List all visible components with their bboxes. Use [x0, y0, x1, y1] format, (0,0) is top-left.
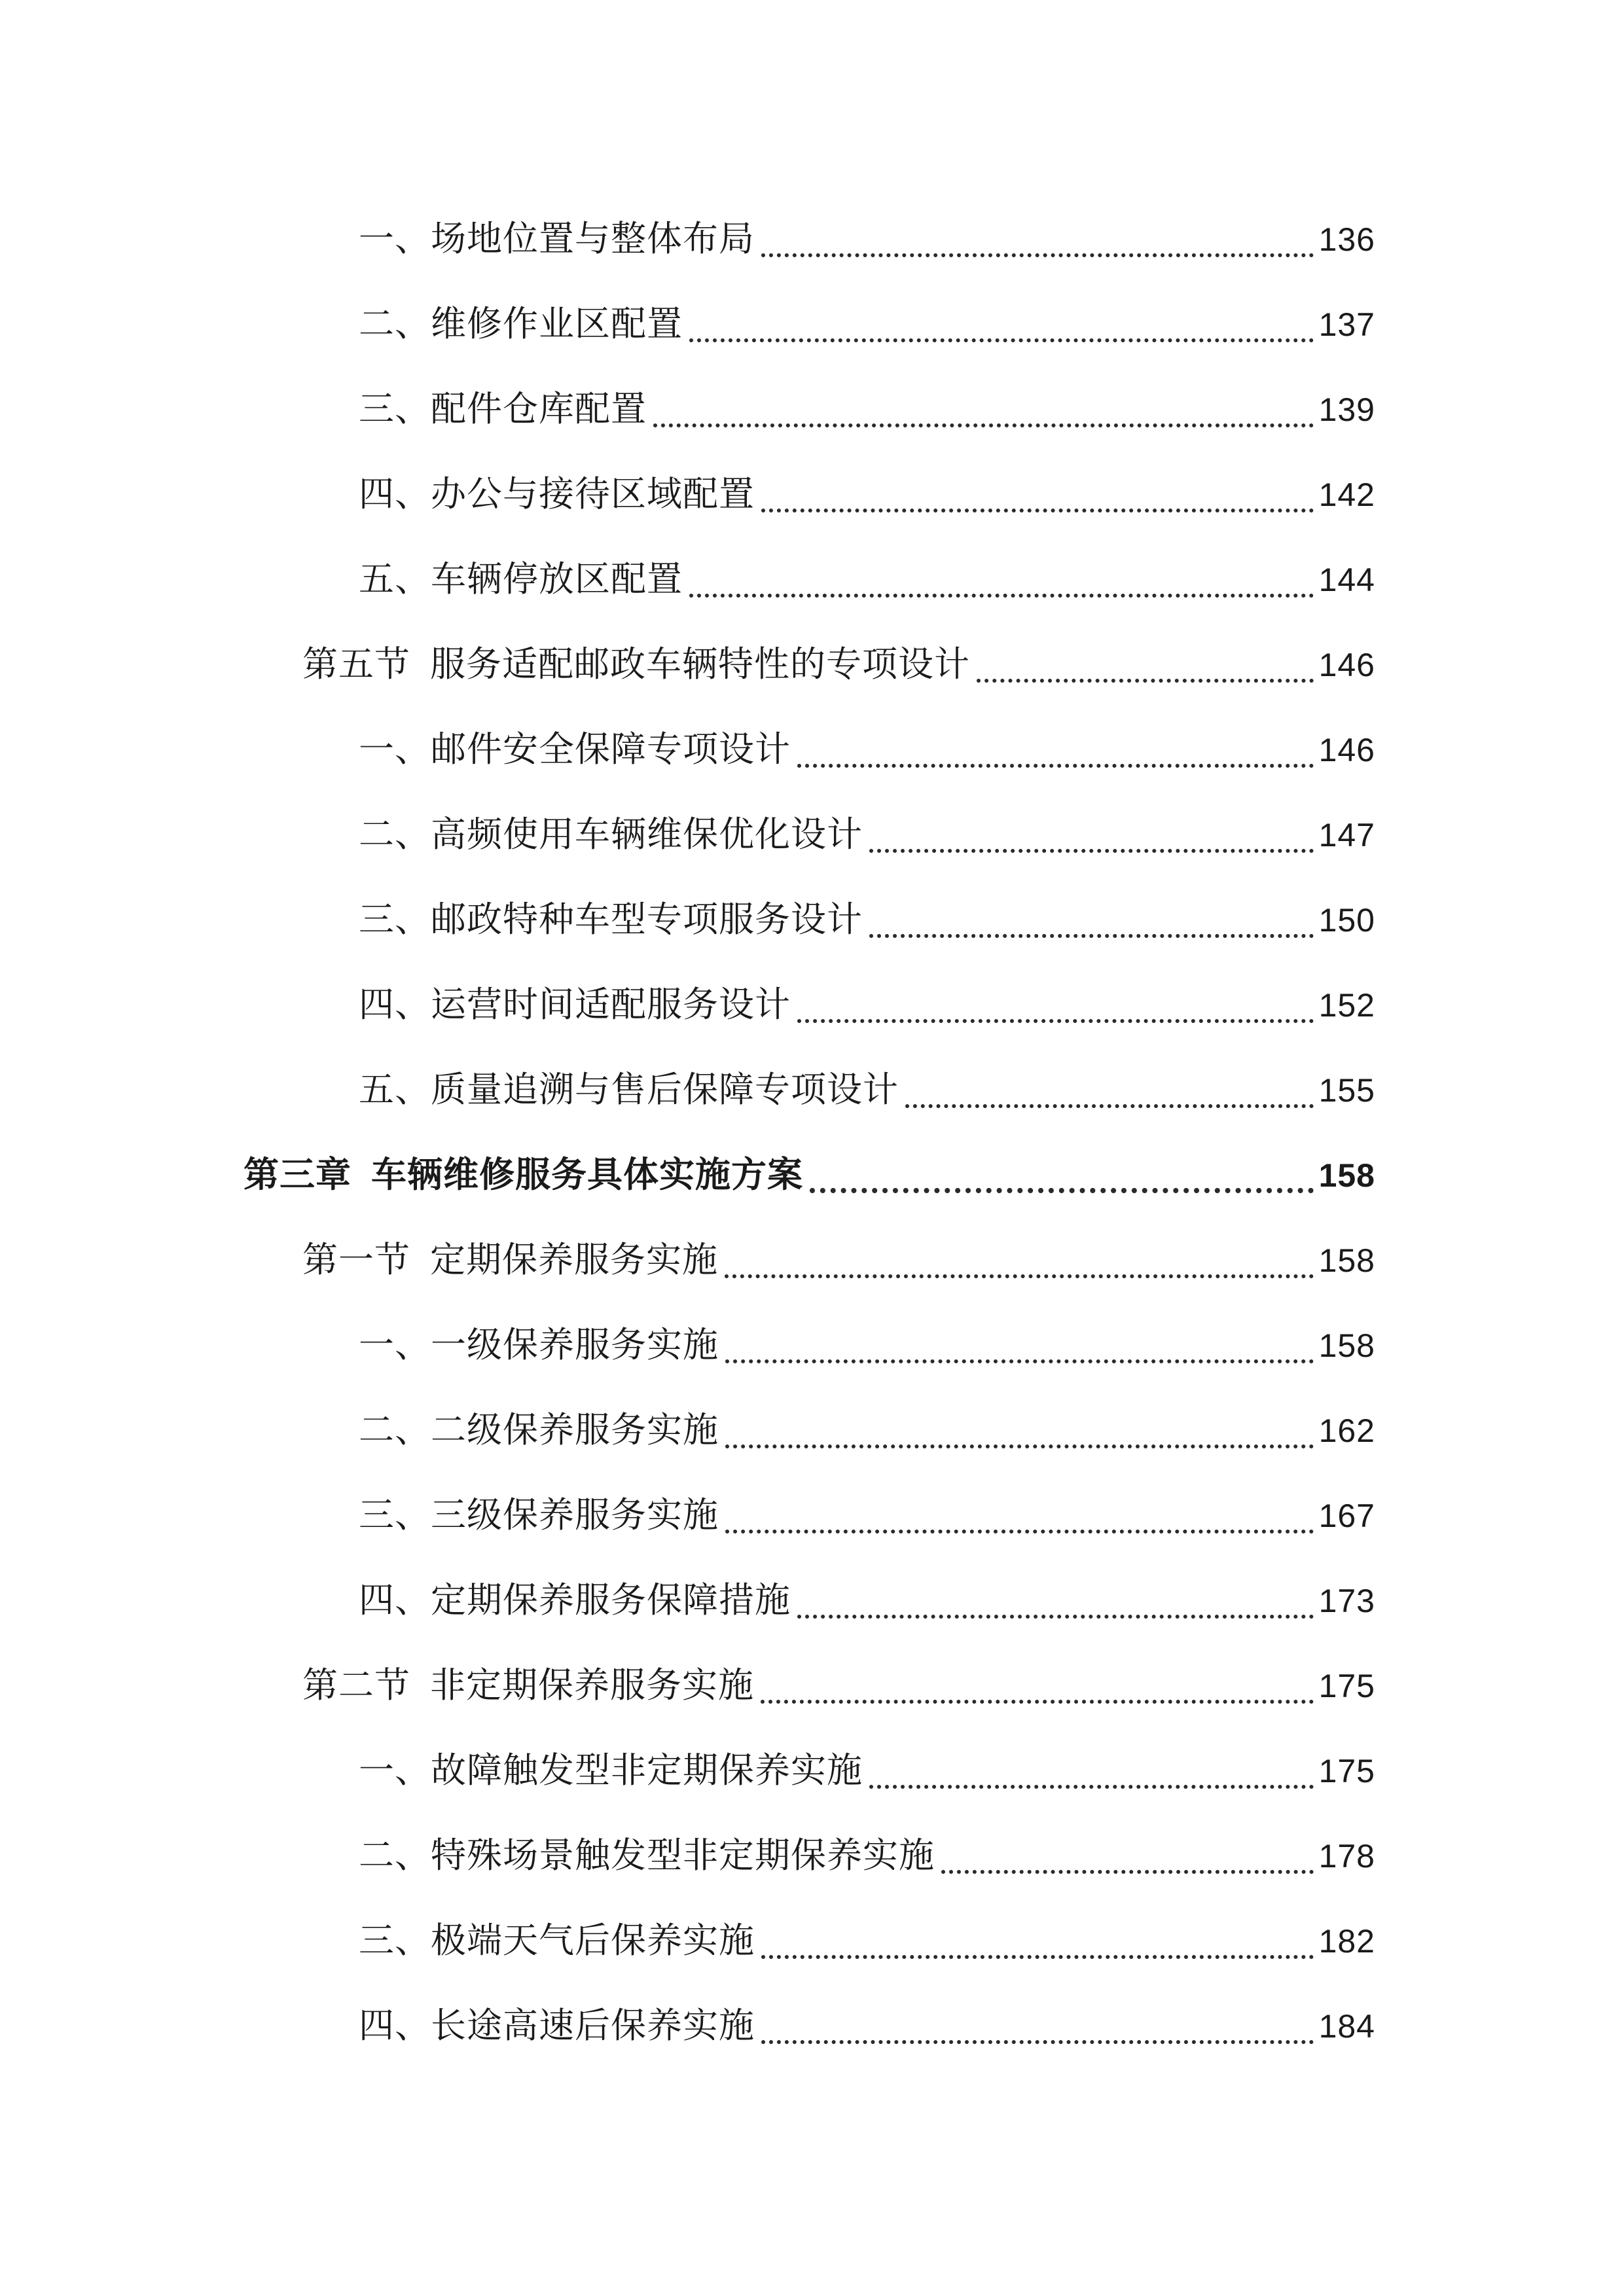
toc-section-entry[interactable] — [302, 1234, 1375, 1286]
toc-entry-title: 一、场地位置与整体布局 — [359, 218, 755, 259]
toc-entry-title: 三、邮政特种车型专项服务设计 — [359, 899, 863, 940]
dot-leader — [725, 1530, 1314, 1534]
toc-entry[interactable] — [359, 213, 1375, 265]
toc-chapter-label: 第三章 — [244, 1154, 352, 1195]
toc-entry[interactable] — [359, 978, 1375, 1031]
toc-entry-title — [302, 1659, 754, 1712]
toc-page-number: 158 — [1318, 1157, 1375, 1194]
toc-entry[interactable] — [359, 468, 1375, 520]
toc-entry-title: 二、维修作业区配置 — [359, 303, 683, 344]
dot-leader — [761, 2040, 1314, 2044]
toc-section-label: 第一节 — [302, 1239, 410, 1280]
dot-leader — [977, 679, 1314, 683]
toc-entry[interactable] — [359, 2000, 1375, 2052]
dot-leader — [797, 764, 1314, 768]
dot-leader — [797, 1615, 1314, 1619]
toc-entry-title: 三、配件仓库配置 — [359, 388, 647, 429]
dot-leader — [725, 1444, 1314, 1448]
toc-page-number: 137 — [1318, 306, 1375, 343]
toc-entry-title: 二、二级保养服务实施 — [359, 1409, 719, 1450]
toc-page-number: 158 — [1318, 1242, 1375, 1279]
toc-section-title: 定期保养服务实施 — [430, 1239, 718, 1280]
toc-section-entry[interactable] — [302, 1659, 1375, 1712]
toc-entry[interactable] — [359, 1404, 1375, 1456]
toc-entry-title: 三、极端天气后保养实施 — [359, 1920, 755, 1961]
toc-entry[interactable] — [359, 1489, 1375, 1541]
toc-page-number: 158 — [1318, 1327, 1375, 1364]
toc-entry-title: 二、特殊场景触发型非定期保养实施 — [359, 1835, 935, 1876]
toc-entry[interactable] — [359, 553, 1375, 605]
toc-page-number: 167 — [1318, 1498, 1375, 1534]
toc-entry-title — [244, 1149, 803, 1201]
toc-section-label: 第五节 — [302, 643, 410, 685]
toc-entry[interactable] — [359, 808, 1375, 861]
dot-leader — [689, 594, 1314, 598]
toc-entry-title: 四、办公与接待区域配置 — [359, 473, 755, 514]
toc-entry[interactable] — [359, 298, 1375, 350]
toc-section-title: 非定期保养服务实施 — [430, 1664, 754, 1706]
dot-leader — [905, 1104, 1314, 1108]
toc-page-number: 139 — [1318, 391, 1375, 428]
toc-page-number: 136 — [1318, 221, 1375, 258]
toc-entry-title: 五、质量追溯与售后保障专项设计 — [359, 1069, 899, 1110]
toc-entry-title: 一、故障触发型非定期保养实施 — [359, 1749, 863, 1791]
toc-page-number: 184 — [1318, 2008, 1375, 2045]
toc-entry[interactable] — [359, 893, 1375, 946]
toc-page-number: 175 — [1318, 1668, 1375, 1704]
toc-page-number: 150 — [1318, 902, 1375, 939]
toc-entry-title: 三、三级保养服务实施 — [359, 1494, 719, 1535]
toc-page-number: 155 — [1318, 1072, 1375, 1109]
toc-chapter-entry[interactable] — [244, 1149, 1375, 1201]
dot-leader — [761, 1955, 1314, 1959]
dot-leader — [761, 509, 1314, 512]
dot-leader — [761, 1700, 1314, 1704]
toc-section-entry[interactable] — [302, 638, 1375, 691]
toc-entry-title: 一、邮件安全保障专项设计 — [359, 728, 791, 770]
toc-entry-title: 二、高频使用车辆维保优化设计 — [359, 814, 863, 855]
toc-page-number: 173 — [1318, 1583, 1375, 1619]
dot-leader — [689, 338, 1314, 342]
toc-entry[interactable] — [359, 1319, 1375, 1371]
toc-page-number: 175 — [1318, 1753, 1375, 1789]
toc-page-number: 147 — [1318, 817, 1375, 853]
toc-entry[interactable] — [359, 1829, 1375, 1882]
dot-leader — [653, 423, 1314, 427]
toc-section-label: 第二节 — [302, 1664, 410, 1706]
toc-entry[interactable] — [359, 1574, 1375, 1626]
toc-entry[interactable] — [359, 723, 1375, 776]
toc-page-number: 142 — [1318, 476, 1375, 513]
toc-chapter-title: 车辆维修服务具体实施方案 — [371, 1154, 803, 1195]
toc-entry[interactable] — [359, 1064, 1375, 1116]
toc-entry-title — [302, 1234, 718, 1286]
toc-section-title: 服务适配邮政车辆特性的专项设计 — [430, 643, 970, 685]
dot-leader — [725, 1274, 1314, 1278]
toc-entry-title: 四、长途高速后保养实施 — [359, 2005, 755, 2046]
toc-page-number: 152 — [1318, 987, 1375, 1024]
toc-page-number: 182 — [1318, 1923, 1375, 1960]
dot-leader — [725, 1359, 1314, 1363]
toc-entry-title: 四、运营时间适配服务设计 — [359, 984, 791, 1025]
dot-leader — [761, 253, 1314, 257]
dot-leader — [869, 1785, 1314, 1789]
dot-leader — [797, 1019, 1314, 1023]
toc-entry[interactable] — [359, 383, 1375, 435]
toc-entry-title: 一、一级保养服务实施 — [359, 1324, 719, 1365]
toc-entry[interactable] — [359, 1744, 1375, 1797]
toc-entry[interactable] — [359, 1914, 1375, 1967]
toc-page-number: 144 — [1318, 562, 1375, 598]
toc-page-number: 178 — [1318, 1838, 1375, 1874]
dot-leader — [869, 849, 1314, 853]
dot-leader — [869, 934, 1314, 938]
toc-page-number: 162 — [1318, 1412, 1375, 1449]
toc-entry-title — [302, 638, 970, 691]
toc-page-number: 146 — [1318, 647, 1375, 683]
toc-page-number: 146 — [1318, 732, 1375, 768]
dot-leader — [810, 1188, 1314, 1193]
toc-entry-title: 五、车辆停放区配置 — [359, 558, 683, 600]
dot-leader — [941, 1870, 1314, 1874]
toc-entry-title: 四、定期保养服务保障措施 — [359, 1579, 791, 1621]
